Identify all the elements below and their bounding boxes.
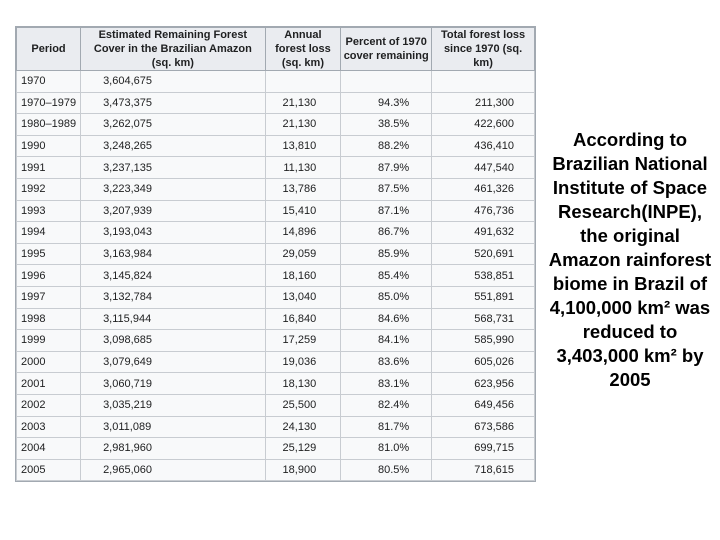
cell-annual-loss: 21,130 xyxy=(265,92,341,114)
cell-percent-remaining: 85.9% xyxy=(341,243,432,265)
cell-percent-remaining: 83.6% xyxy=(341,351,432,373)
cell-period: 1990 xyxy=(17,135,81,157)
cell-annual-loss: 18,130 xyxy=(265,373,341,395)
cell-remaining-cover: 3,163,984 xyxy=(81,243,266,265)
cell-annual-loss: 29,059 xyxy=(265,243,341,265)
cell-total-loss: 422,600 xyxy=(432,114,535,136)
cell-annual-loss: 11,130 xyxy=(265,157,341,179)
table-row xyxy=(17,308,535,330)
table-row xyxy=(17,222,535,244)
table-row xyxy=(17,157,535,179)
cell-remaining-cover: 3,098,685 xyxy=(81,330,266,352)
cell-percent-remaining: 83.1% xyxy=(341,373,432,395)
cell-percent-remaining: 81.7% xyxy=(341,416,432,438)
table-row xyxy=(17,243,535,265)
cell-remaining-cover: 3,248,265 xyxy=(81,135,266,157)
cell-period: 1994 xyxy=(17,222,81,244)
cell-remaining-cover: 2,965,060 xyxy=(81,459,266,481)
cell-percent-remaining: 87.1% xyxy=(341,200,432,222)
cell-remaining-cover: 3,207,939 xyxy=(81,200,266,222)
cell-total-loss: 491,632 xyxy=(432,222,535,244)
cell-total-loss: 436,410 xyxy=(432,135,535,157)
inpe-summary-text: According to Brazilian National Institute of Space Research(INPE), the original Amazon rainforest biome in Brazil of 4,100,000 km² was reduced to 3,403,000 km² by 2005 xyxy=(548,129,712,390)
table-row xyxy=(17,71,535,93)
column-header-remaining-cover: Estimated Remaining Forest Cover in the Brazilian Amazon (sq. km) xyxy=(81,28,266,71)
cell-percent-remaining: 80.5% xyxy=(341,459,432,481)
cell-total-loss: 476,736 xyxy=(432,200,535,222)
cell-percent-remaining: 88.2% xyxy=(341,135,432,157)
cell-remaining-cover: 3,079,649 xyxy=(81,351,266,373)
cell-annual-loss: 21,130 xyxy=(265,114,341,136)
cell-remaining-cover: 3,223,349 xyxy=(81,178,266,200)
cell-percent-remaining: 85.4% xyxy=(341,265,432,287)
cell-period: 1970–1979 xyxy=(17,92,81,114)
cell-total-loss: 673,586 xyxy=(432,416,535,438)
cell-period: 1970 xyxy=(17,71,81,93)
table-row xyxy=(17,416,535,438)
cell-annual-loss: 18,900 xyxy=(265,459,341,481)
cell-total-loss: 605,026 xyxy=(432,351,535,373)
cell-period: 2004 xyxy=(17,438,81,460)
cell-period: 1996 xyxy=(17,265,81,287)
cell-remaining-cover: 2,981,960 xyxy=(81,438,266,460)
cell-total-loss: 520,691 xyxy=(432,243,535,265)
column-header-percent-remaining: Percent of 1970 cover remaining xyxy=(341,28,432,71)
cell-annual-loss: 16,840 xyxy=(265,308,341,330)
cell-percent-remaining: 84.1% xyxy=(341,330,432,352)
table-row xyxy=(17,92,535,114)
cell-percent-remaining: 38.5% xyxy=(341,114,432,136)
cell-period: 1991 xyxy=(17,157,81,179)
table-row xyxy=(17,373,535,395)
cell-total-loss: 699,715 xyxy=(432,438,535,460)
cell-annual-loss: 13,786 xyxy=(265,178,341,200)
cell-remaining-cover: 3,262,075 xyxy=(81,114,266,136)
cell-annual-loss xyxy=(265,71,341,93)
cell-annual-loss: 25,500 xyxy=(265,394,341,416)
forest-cover-table-container xyxy=(15,26,536,482)
cell-total-loss: 551,891 xyxy=(432,286,535,308)
forest-cover-table xyxy=(16,27,535,481)
table-row xyxy=(17,394,535,416)
cell-percent-remaining: 84.6% xyxy=(341,308,432,330)
cell-total-loss: 585,990 xyxy=(432,330,535,352)
cell-percent-remaining: 86.7% xyxy=(341,222,432,244)
cell-total-loss: 447,540 xyxy=(432,157,535,179)
cell-annual-loss: 25,129 xyxy=(265,438,341,460)
table-row xyxy=(17,286,535,308)
column-header-period: Period xyxy=(17,28,81,71)
cell-remaining-cover: 3,011,089 xyxy=(81,416,266,438)
cell-total-loss xyxy=(432,71,535,93)
cell-annual-loss: 17,259 xyxy=(265,330,341,352)
cell-percent-remaining xyxy=(341,71,432,93)
cell-annual-loss: 14,896 xyxy=(265,222,341,244)
cell-remaining-cover: 3,115,944 xyxy=(81,308,266,330)
table-row xyxy=(17,114,535,136)
cell-total-loss: 211,300 xyxy=(432,92,535,114)
table-row xyxy=(17,135,535,157)
column-header-annual-loss: Annual forest loss (sq. km) xyxy=(265,28,341,71)
cell-period: 1998 xyxy=(17,308,81,330)
cell-period: 1992 xyxy=(17,178,81,200)
cell-percent-remaining: 87.9% xyxy=(341,157,432,179)
cell-period: 2003 xyxy=(17,416,81,438)
cell-period: 2001 xyxy=(17,373,81,395)
cell-remaining-cover: 3,132,784 xyxy=(81,286,266,308)
table-row xyxy=(17,178,535,200)
cell-percent-remaining: 94.3% xyxy=(341,92,432,114)
cell-remaining-cover: 3,193,043 xyxy=(81,222,266,244)
cell-remaining-cover: 3,035,219 xyxy=(81,394,266,416)
cell-period: 1997 xyxy=(17,286,81,308)
cell-total-loss: 568,731 xyxy=(432,308,535,330)
column-header-total-loss: Total forest loss since 1970 (sq. km) xyxy=(432,28,535,71)
table-row xyxy=(17,265,535,287)
cell-percent-remaining: 82.4% xyxy=(341,394,432,416)
cell-period: 1995 xyxy=(17,243,81,265)
cell-annual-loss: 13,810 xyxy=(265,135,341,157)
table-row xyxy=(17,330,535,352)
cell-annual-loss: 19,036 xyxy=(265,351,341,373)
cell-annual-loss: 13,040 xyxy=(265,286,341,308)
cell-total-loss: 718,615 xyxy=(432,459,535,481)
cell-percent-remaining: 81.0% xyxy=(341,438,432,460)
cell-remaining-cover: 3,145,824 xyxy=(81,265,266,287)
table-body xyxy=(17,71,535,481)
cell-remaining-cover: 3,604,675 xyxy=(81,71,266,93)
cell-remaining-cover: 3,473,375 xyxy=(81,92,266,114)
table-row xyxy=(17,351,535,373)
cell-total-loss: 461,326 xyxy=(432,178,535,200)
table-row xyxy=(17,200,535,222)
cell-period: 1999 xyxy=(17,330,81,352)
cell-period: 1993 xyxy=(17,200,81,222)
cell-period: 2000 xyxy=(17,351,81,373)
table-header-row xyxy=(17,28,535,71)
table-row xyxy=(17,438,535,460)
cell-total-loss: 623,956 xyxy=(432,373,535,395)
cell-remaining-cover: 3,237,135 xyxy=(81,157,266,179)
cell-total-loss: 649,456 xyxy=(432,394,535,416)
cell-percent-remaining: 87.5% xyxy=(341,178,432,200)
cell-total-loss: 538,851 xyxy=(432,265,535,287)
cell-percent-remaining: 85.0% xyxy=(341,286,432,308)
cell-annual-loss: 15,410 xyxy=(265,200,341,222)
cell-annual-loss: 18,160 xyxy=(265,265,341,287)
cell-annual-loss: 24,130 xyxy=(265,416,341,438)
table-row xyxy=(17,459,535,481)
cell-period: 2002 xyxy=(17,394,81,416)
cell-period: 2005 xyxy=(17,459,81,481)
cell-period: 1980–1989 xyxy=(17,114,81,136)
cell-remaining-cover: 3,060,719 xyxy=(81,373,266,395)
